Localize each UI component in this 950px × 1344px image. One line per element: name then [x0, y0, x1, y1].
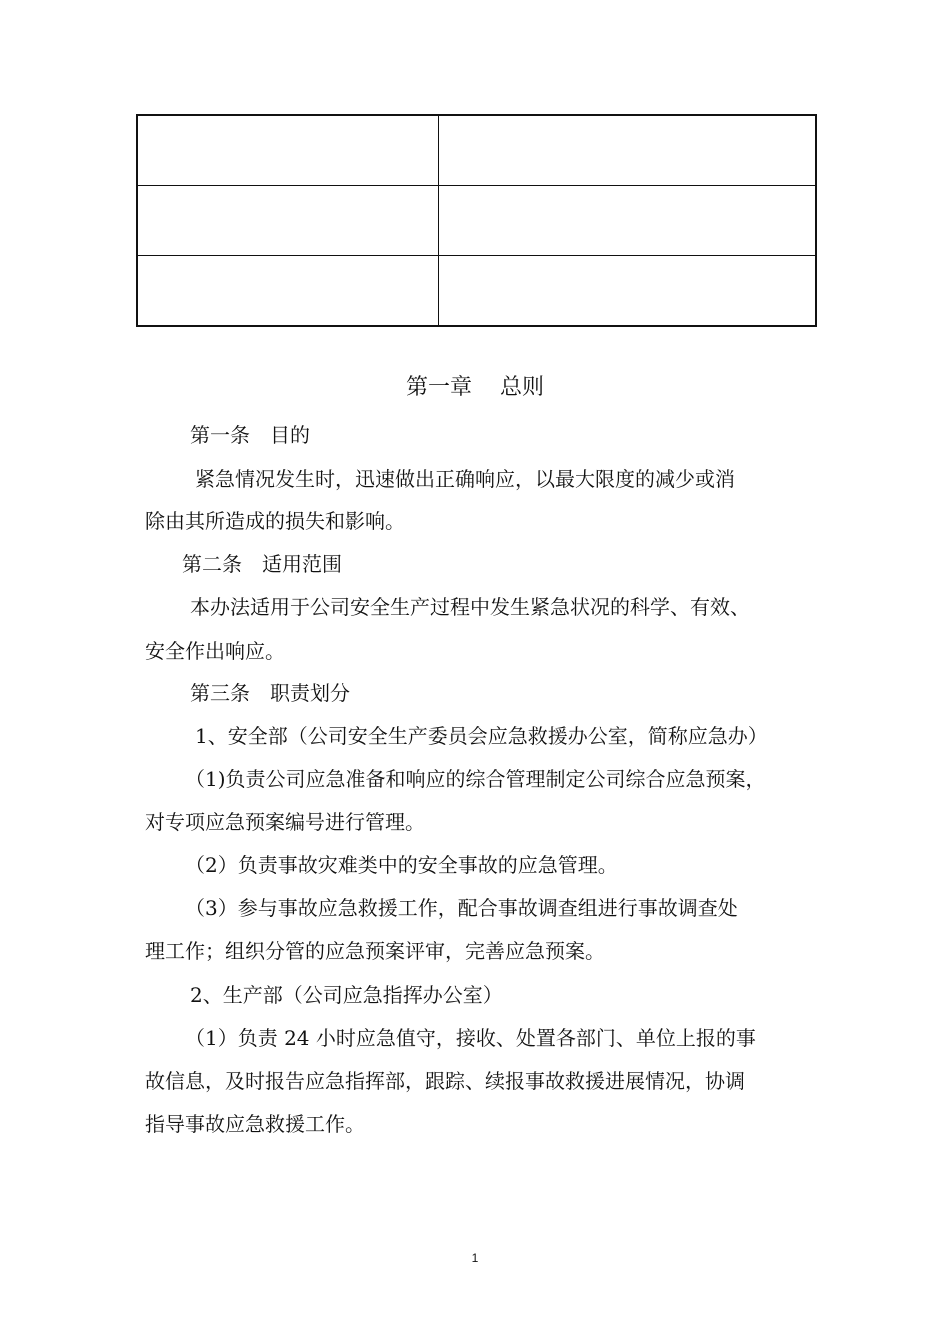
section-1-item-line: （1)负责公司应急准备和响应的综合管理制定公司综合应急预案，	[185, 767, 766, 791]
article-1-heading	[190, 418, 310, 452]
article-number: 第三条	[190, 681, 250, 705]
article-title: 适用范围	[262, 552, 342, 576]
table-cell	[137, 256, 439, 327]
section-1-item-line: 理工作；组织分管的应急预案评审，完善应急预案。	[145, 939, 605, 963]
article-2-heading	[182, 547, 342, 581]
section-1-item-line: 对专项应急预案编号进行管理。	[145, 810, 425, 834]
section-1-item-line: （3）参与事故应急救援工作，配合事故调查组进行事故调查处	[185, 896, 738, 920]
page-number: 1	[471, 1251, 479, 1265]
section-2-item-line: 指导事故应急救援工作。	[145, 1112, 365, 1136]
chapter-number: 第一章	[405, 375, 472, 400]
article-number: 第一条	[190, 423, 250, 447]
table-cell	[137, 186, 439, 256]
article-number: 第二条	[182, 552, 242, 576]
article-title: 目的	[270, 423, 310, 447]
table-row	[137, 115, 816, 186]
table-cell	[439, 256, 817, 327]
article-2-body-line: 安全作出响应。	[145, 639, 285, 663]
section-1-heading: 1、安全部（公司安全生产委员会应急救援办公室，简称应急办）	[195, 724, 768, 748]
table-cell	[439, 186, 817, 256]
article-1-body-line: 除由其所造成的损失和影响。	[145, 509, 405, 533]
article-2-body-line: 本办法适用于公司安全生产过程中发生紧急状况的科学、有效、	[190, 595, 750, 619]
article-3-heading	[190, 676, 350, 710]
table-cell	[137, 115, 439, 186]
article-1-body-line: 紧急情况发生时，迅速做出正确响应，以最大限度的减少或消	[195, 467, 735, 491]
chapter-name: 总则	[500, 375, 545, 400]
chapter-title	[0, 370, 950, 406]
table-row	[137, 186, 816, 256]
section-1-item-line: （2）负责事故灾难类中的安全事故的应急管理。	[185, 853, 618, 877]
header-table	[136, 114, 817, 327]
table-cell	[439, 115, 817, 186]
table-row	[137, 256, 816, 327]
section-2-item-line: 故信息，及时报告应急指挥部，跟踪、续报事故救援进展情况，协调	[145, 1069, 745, 1093]
section-2-heading: 2、生产部（公司应急指挥办公室）	[190, 983, 503, 1007]
section-2-item-line: （1）负责 24 小时应急值守，接收、处置各部门、单位上报的事	[185, 1026, 756, 1050]
article-title: 职责划分	[270, 681, 350, 705]
